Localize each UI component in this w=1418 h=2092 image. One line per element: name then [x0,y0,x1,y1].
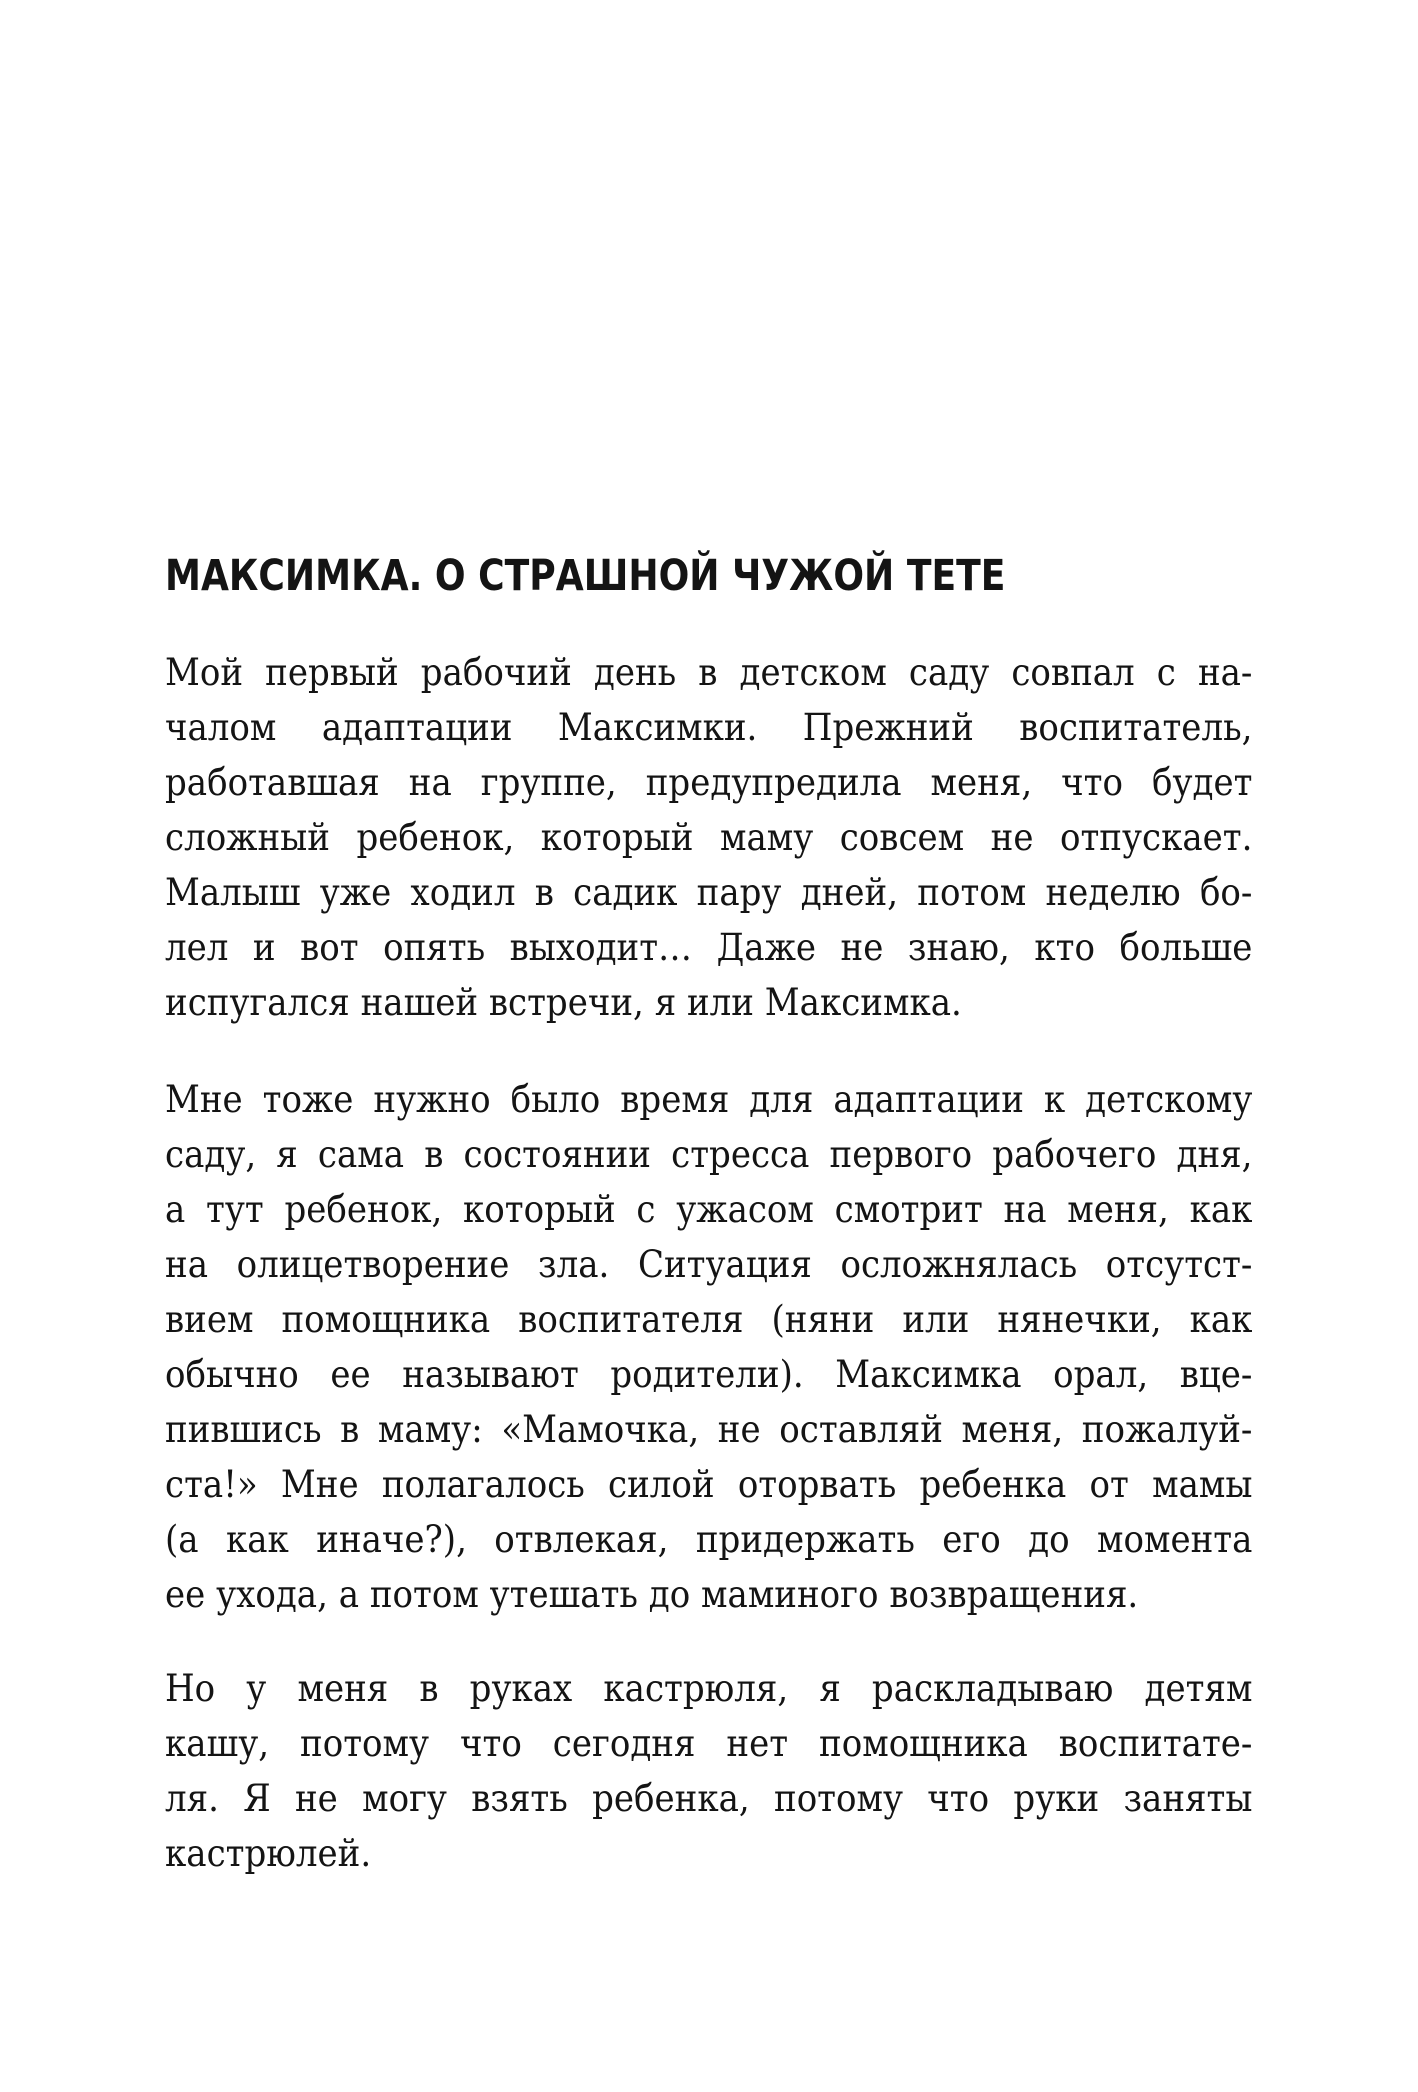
text-line: сложный ребенок, который маму совсем не отпускает. [165,816,1253,859]
text-line: кастрюлей. [165,1832,372,1875]
paragraph-2 [165,1072,1255,1622]
text-line: ста!» Мне полагалось силой оторвать ребенка от мамы [165,1463,1253,1506]
text-line: Мой первый рабочий день в детском саду совпал с на- [165,651,1253,694]
text-line: кашу, потому что сегодня нет помощника воспитате- [165,1722,1253,1765]
chapter-title: МАКСИМКА. О СТРАШНОЙ ЧУЖОЙ ТЕТЕ [165,551,1006,601]
text-line: чалом адаптации Максимки. Прежний воспитатель, [165,706,1253,749]
text-line: (а как иначе?), отвлекая, придержать его до момента [165,1518,1253,1561]
text-line: обычно ее называют родители). Максимка орал, вце- [165,1353,1253,1396]
text-line: на олицетворение зла. Ситуация осложнялась отсутст- [165,1243,1253,1286]
text-line: вием помощника воспитателя (няни или нянечки, как [165,1298,1253,1341]
text-line: Мне тоже нужно было время для адаптации к детскому [165,1078,1253,1121]
text-line: саду, я сама в состоянии стресса первого рабочего дня, [165,1133,1253,1176]
paragraph-3 [165,1661,1255,1881]
text-line: работавшая на группе, предупредила меня, что будет [165,761,1253,804]
paragraph-1 [165,645,1255,1030]
text-line: лел и вот опять выходит… Даже не знаю, кто больше [165,926,1253,969]
text-line: испугался нашей встречи, я или Максимка. [165,981,962,1024]
text-line: Но у меня в руках кастрюля, я раскладываю детям [165,1667,1253,1710]
text-line: ее ухода, а потом утешать до маминого возвращения. [165,1573,1139,1616]
text-line: Малыш уже ходил в садик пару дней, потом неделю бо- [165,871,1253,914]
text-line: ля. Я не могу взять ребенка, потому что руки заняты [165,1777,1253,1820]
text-line: а тут ребенок, который с ужасом смотрит на меня, как [165,1188,1253,1231]
text-line: пившись в маму: «Мамочка, не оставляй меня, пожалуй- [165,1408,1253,1451]
